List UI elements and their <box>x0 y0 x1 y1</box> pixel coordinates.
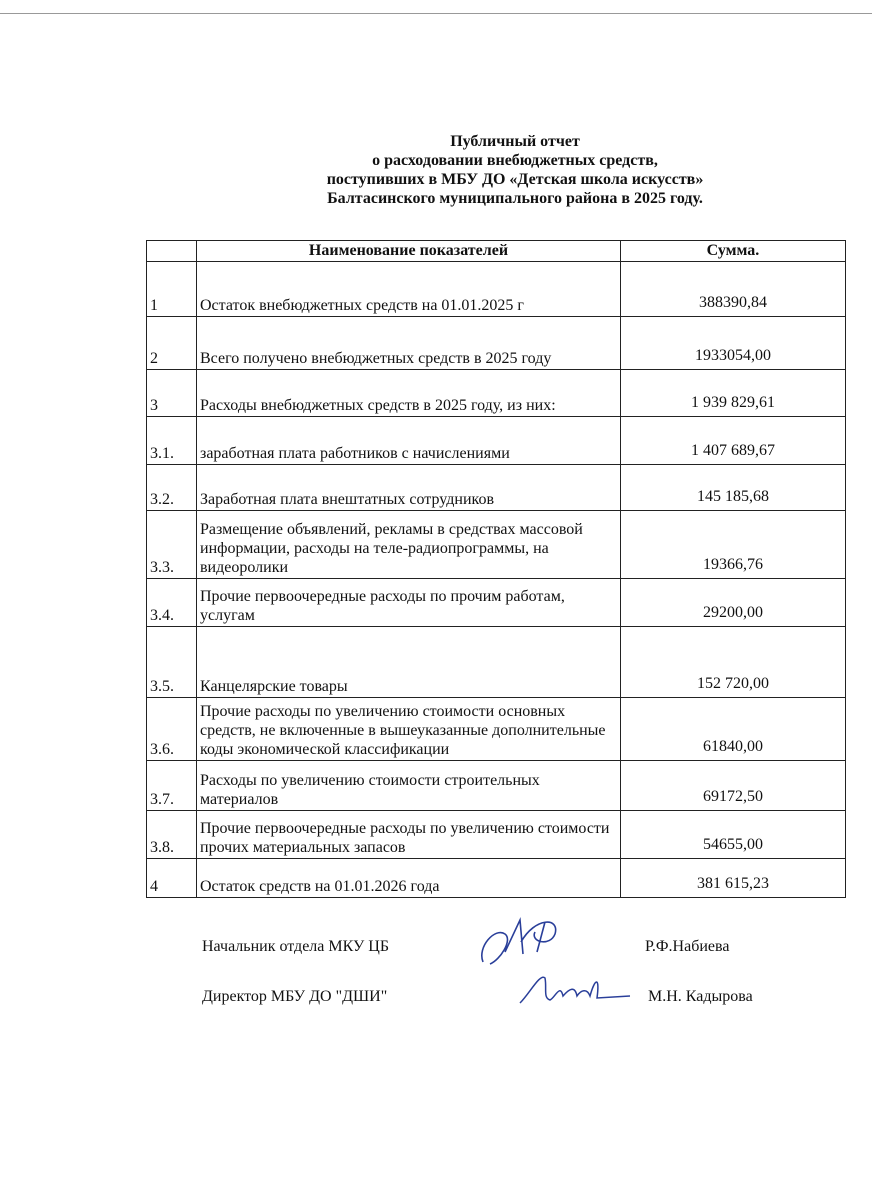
row-amount: 54655,00 <box>621 811 846 859</box>
row-number: 3.6. <box>147 698 197 761</box>
table-row <box>147 811 846 859</box>
table-row <box>147 465 846 511</box>
row-number: 4 <box>147 859 197 898</box>
title-line-1: Публичный отчет <box>450 133 580 150</box>
signatory-role-1: Начальник отдела МКУ ЦБ <box>202 938 390 955</box>
handwritten-signature-2 <box>515 968 635 1013</box>
table-row <box>147 579 846 627</box>
table-row <box>147 698 846 761</box>
table-row <box>147 859 846 898</box>
row-number: 3.3. <box>147 511 197 579</box>
row-indicator-name: Остаток средств на 01.01.2026 года <box>197 859 621 898</box>
table-row <box>147 262 846 317</box>
row-number: 3.4. <box>147 579 197 627</box>
row-amount: 388390,84 <box>621 262 846 317</box>
row-amount: 1 939 829,61 <box>621 370 846 417</box>
table-row <box>147 317 846 370</box>
row-amount: 29200,00 <box>621 579 846 627</box>
row-number: 3.2. <box>147 465 197 511</box>
row-number: 3.7. <box>147 761 197 811</box>
table-row <box>147 370 846 417</box>
row-indicator-name: Расходы по увеличению стоимости строительных материалов <box>197 761 621 811</box>
row-indicator-name: Прочие расходы по увеличению стоимости основных средств, не включенные в вышеуказанные дополнительные коды экономической классификации <box>197 698 621 761</box>
handwritten-signature-1 <box>475 912 575 972</box>
table-row <box>147 511 846 579</box>
signatory-name-2: М.Н. Кадырова <box>648 988 753 1005</box>
scan-edge-line <box>0 13 872 14</box>
row-amount: 145 185,68 <box>621 465 846 511</box>
row-amount: 152 720,00 <box>621 627 846 698</box>
signatory-role-2: Директор МБУ ДО "ДШИ" <box>202 988 388 1005</box>
row-amount: 69172,50 <box>621 761 846 811</box>
row-indicator-name: Прочие первоочередные расходы по увеличению стоимости прочих материальных запасов <box>197 811 621 859</box>
header-name: Наименование показателей <box>197 241 621 262</box>
row-indicator-name: Заработная плата внештатных сотрудников <box>197 465 621 511</box>
row-indicator-name: Размещение объявлений, рекламы в средствах массовой информации, расходы на теле-радиопрограммы, на видеоролики <box>197 511 621 579</box>
header-sum: Сумма. <box>621 241 846 262</box>
report-table <box>146 240 846 898</box>
row-number: 3.8. <box>147 811 197 859</box>
row-indicator-name: Остаток внебюджетных средств на 01.01.2025 г <box>197 262 621 317</box>
row-number: 2 <box>147 317 197 370</box>
row-number: 3.5. <box>147 627 197 698</box>
row-indicator-name: Канцелярские товары <box>197 627 621 698</box>
document-title <box>200 132 830 208</box>
row-amount: 19366,76 <box>621 511 846 579</box>
signatory-name-1: Р.Ф.Набиева <box>645 938 730 955</box>
title-line-2: о расходовании внебюджетных средств, <box>372 152 658 169</box>
title-line-3: поступивших в МБУ ДО «Детская школа искусств» <box>326 171 704 188</box>
row-amount: 1 407 689,67 <box>621 417 846 465</box>
table-row <box>147 627 846 698</box>
row-indicator-name: заработная плата работников с начислениями <box>197 417 621 465</box>
row-amount: 1933054,00 <box>621 317 846 370</box>
row-indicator-name: Расходы внебюджетных средств в 2025 году, из них: <box>197 370 621 417</box>
table-row <box>147 417 846 465</box>
header-num <box>147 241 197 262</box>
table-header-row <box>147 241 846 262</box>
row-number: 3 <box>147 370 197 417</box>
row-amount: 61840,00 <box>621 698 846 761</box>
row-number: 1 <box>147 262 197 317</box>
row-amount: 381 615,23 <box>621 859 846 898</box>
title-line-4: Балтасинского муниципального района в 2025 году. <box>327 190 703 207</box>
table-row <box>147 761 846 811</box>
row-number: 3.1. <box>147 417 197 465</box>
row-indicator-name: Всего получено внебюджетных средств в 2025 году <box>197 317 621 370</box>
row-indicator-name: Прочие первоочередные расходы по прочим работам, услугам <box>197 579 621 627</box>
